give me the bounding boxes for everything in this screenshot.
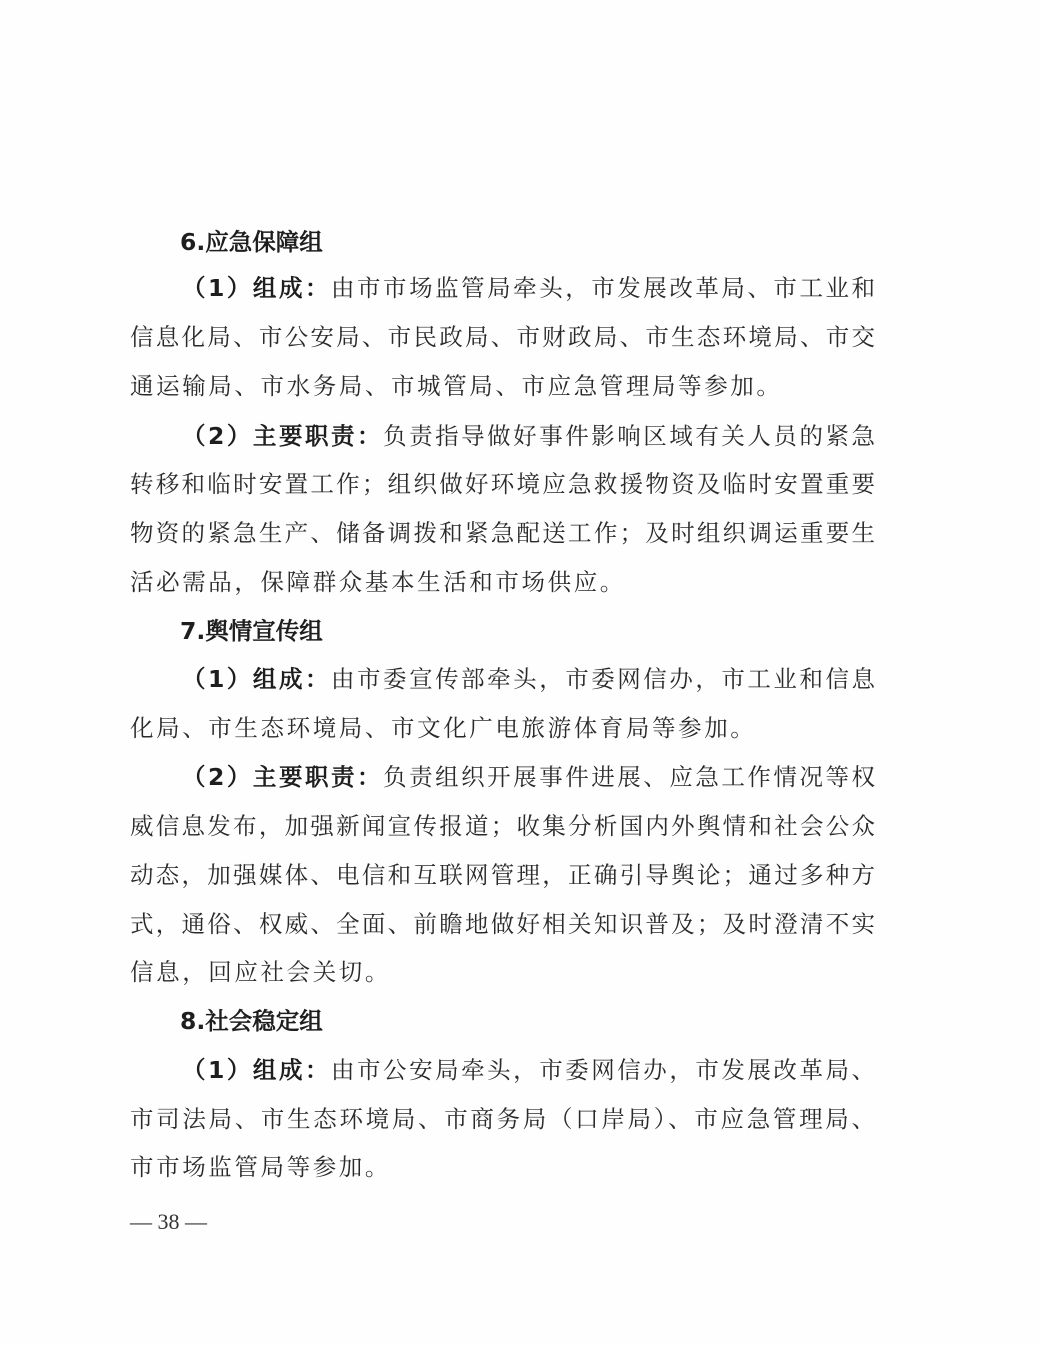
paragraph-line: 市市场监管局等参加。 [130, 1153, 391, 1181]
paragraph-line: 信息化局、市公安局、市民政局、市财政局、市生态环境局、市交 [130, 323, 875, 351]
paragraph-line: 动态，加强媒体、电信和互联网管理，正确引导舆论；通过多种方 [130, 861, 875, 889]
paragraph-label: （1）组成： [182, 665, 331, 693]
paragraph-text: 由市市场监管局牵头，市发展改革局、市工业和 [331, 274, 875, 302]
paragraph-text: 负责组织开展事件进展、应急工作情况等权 [383, 763, 876, 791]
section-heading-8: 8.社会稳定组 [180, 1007, 323, 1035]
paragraph-text: 负责指导做好事件影响区域有关人员的紧急 [383, 422, 876, 450]
page-number: — 38 — [130, 1209, 207, 1234]
paragraph-line: 信息，回应社会关切。 [130, 958, 391, 986]
paragraph-line [182, 1054, 875, 1086]
paragraph-line: 活必需品，保障群众基本生活和市场供应。 [130, 568, 626, 596]
section-heading-7: 7.舆情宣传组 [180, 617, 323, 645]
paragraph-line [182, 272, 875, 304]
paragraph-text: 由市公安局牵头，市委网信办，市发展改革局、 [331, 1056, 875, 1084]
paragraph-line [182, 761, 875, 793]
paragraph-label: （2）主要职责： [182, 763, 384, 791]
paragraph-line: 威信息发布，加强新闻宣传报道；收集分析国内外舆情和社会公众 [130, 812, 875, 840]
paragraph-line [182, 420, 875, 452]
paragraph-label: （1）组成： [182, 1056, 331, 1084]
paragraph-line: 化局、市生态环境局、市文化广电旅游体育局等参加。 [130, 714, 757, 742]
paragraph-line: 转移和临时安置工作；组织做好环境应急救援物资及临时安置重要 [130, 470, 875, 498]
paragraph-line: 通运输局、市水务局、市城管局、市应急管理局等参加。 [130, 372, 783, 400]
paragraph-line: 物资的紧急生产、储备调拨和紧急配送工作；及时组织调运重要生 [130, 519, 875, 547]
paragraph-label: （2）主要职责： [182, 422, 384, 450]
paragraph-line: 式，通俗、权威、全面、前瞻地做好相关知识普及；及时澄清不实 [130, 910, 875, 938]
paragraph-line [182, 663, 875, 695]
section-heading-6: 6.应急保障组 [180, 228, 323, 256]
paragraph-line: 市司法局、市生态环境局、市商务局（口岸局）、市应急管理局、 [130, 1105, 875, 1133]
paragraph-label: （1）组成： [182, 274, 331, 302]
paragraph-text: 由市委宣传部牵头，市委网信办，市工业和信息 [331, 665, 875, 693]
